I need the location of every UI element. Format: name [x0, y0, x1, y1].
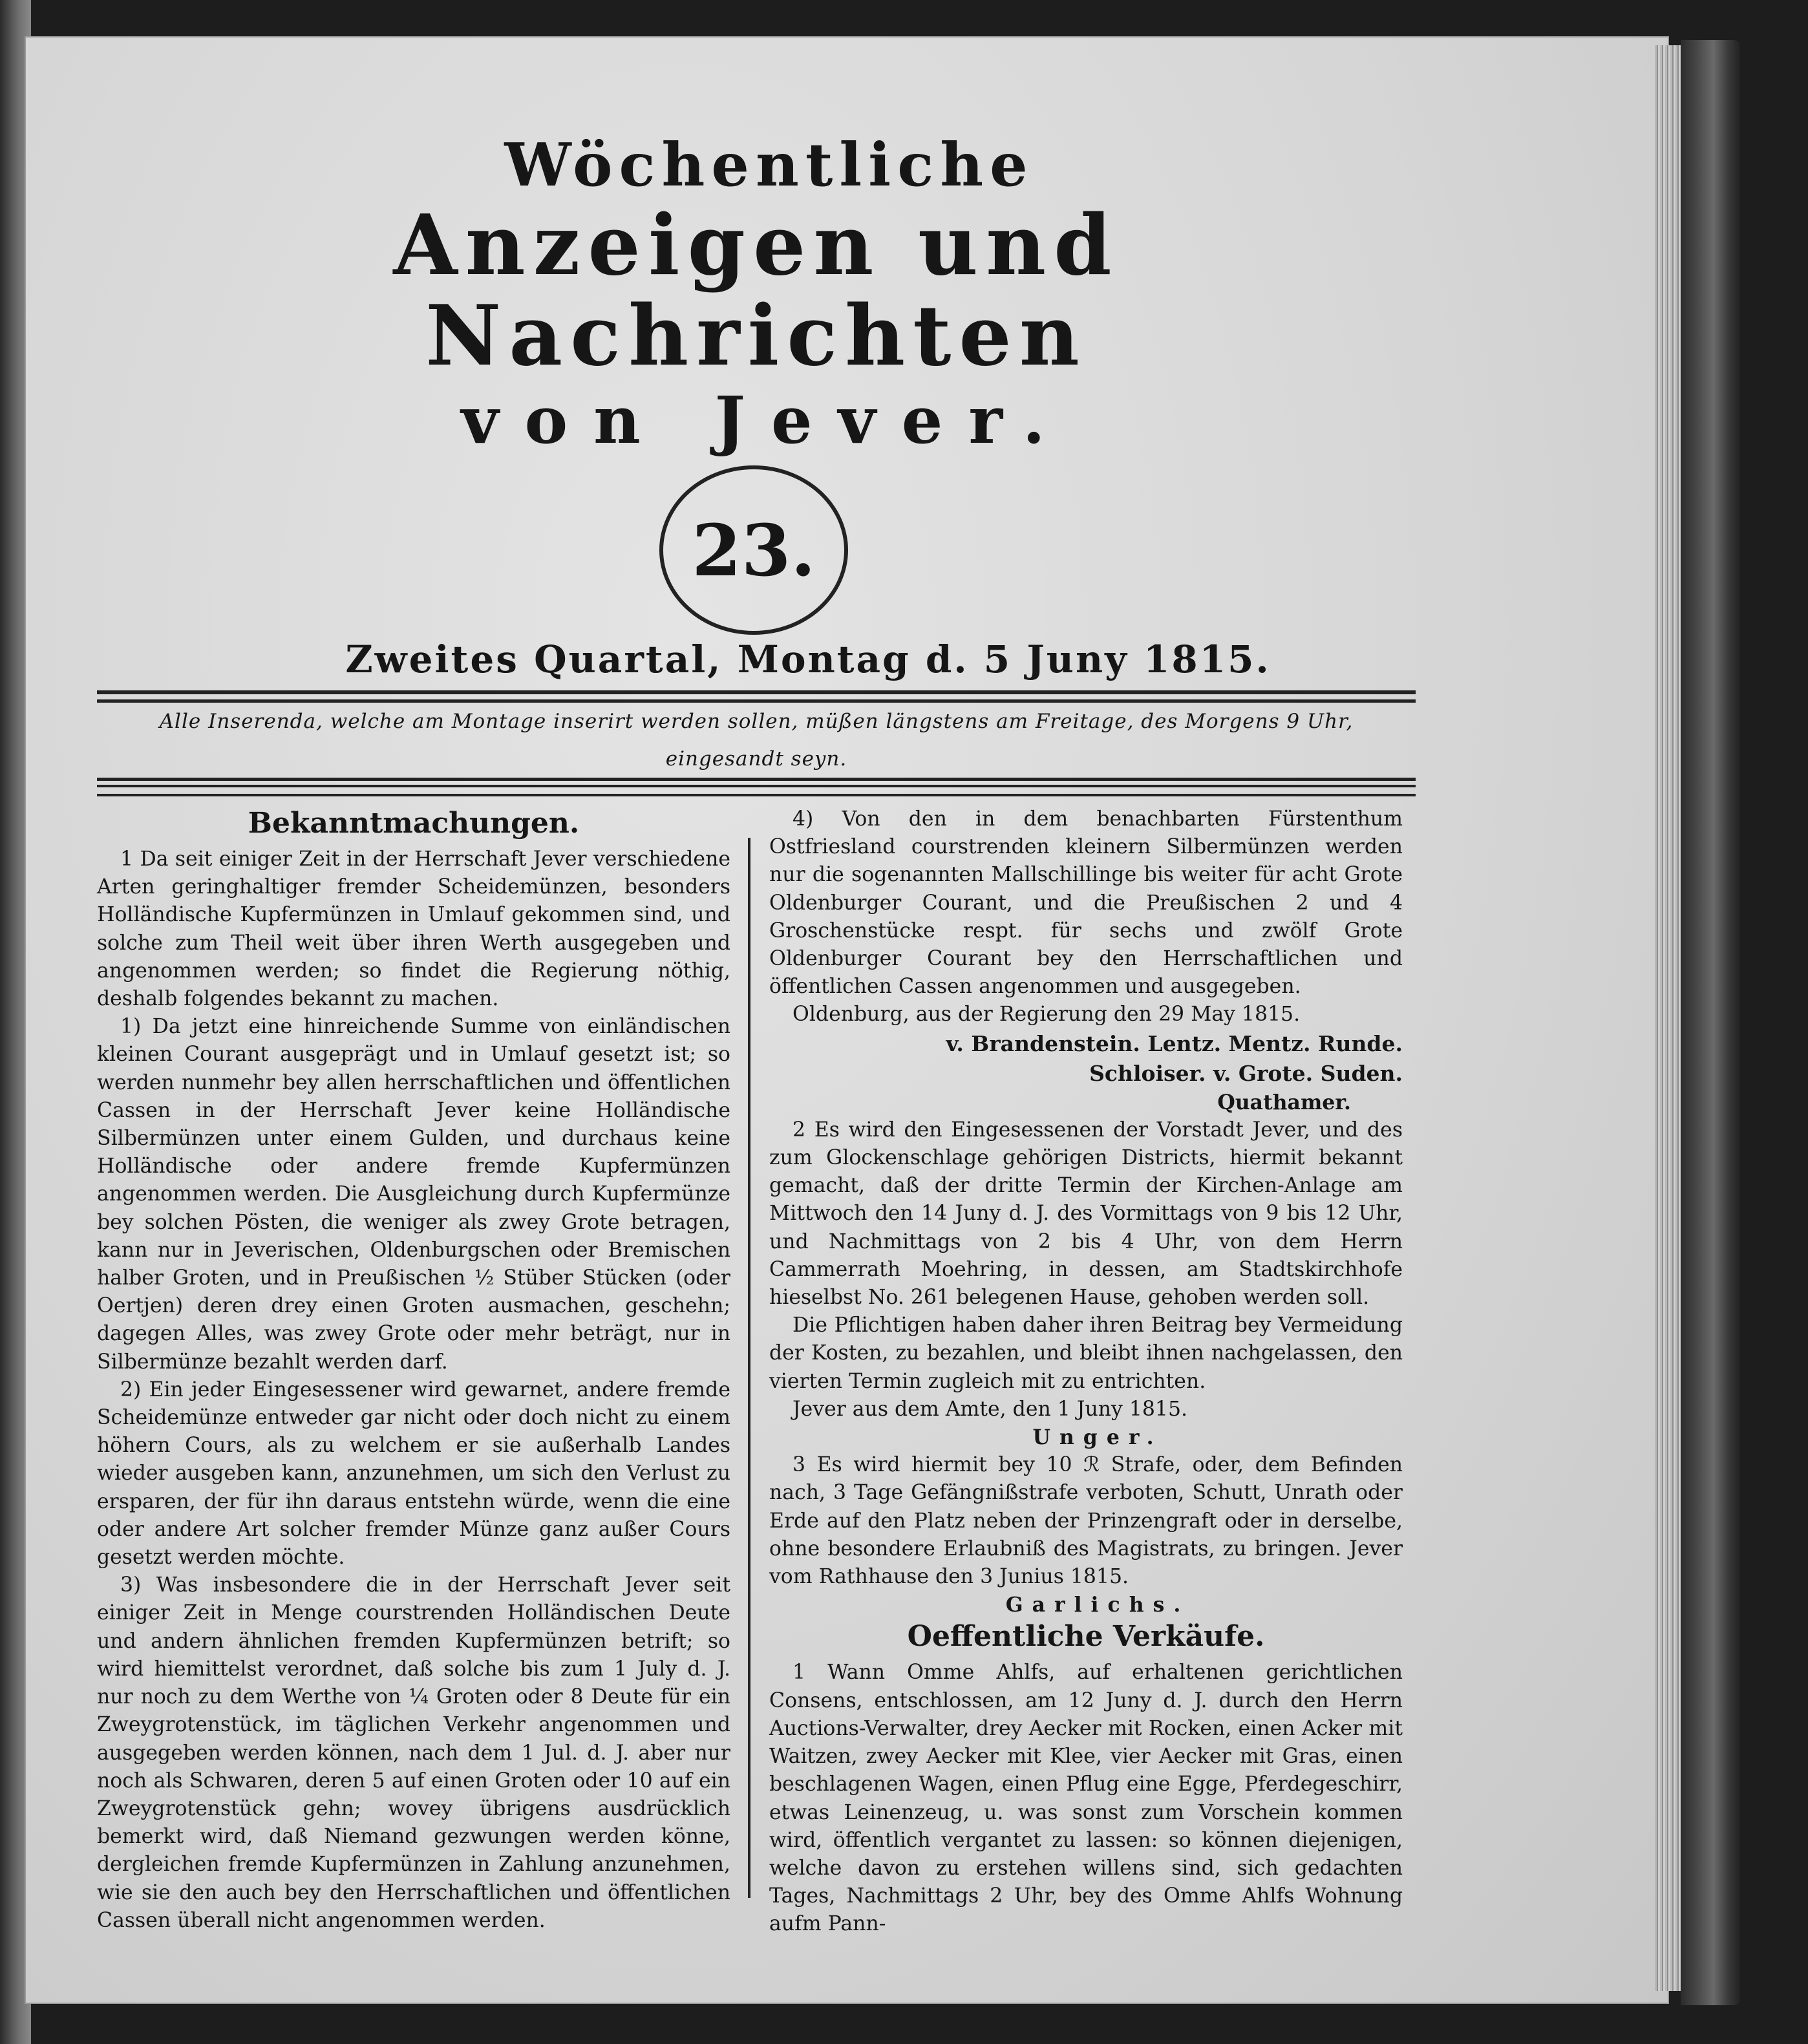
- section-heading-verkaeufe: Oeffentliche Verkäufe.: [907, 1620, 1265, 1654]
- issue-number: 23.: [692, 508, 816, 592]
- signature-quathamer: Quathamer.: [1217, 1090, 1351, 1114]
- page-stack-edge: [1655, 45, 1681, 1991]
- place-date-line: Jever aus dem Amte, den 1 Juny 1815.: [792, 1397, 1188, 1421]
- announcement-paragraph: 3 Es wird hiermit bey 10 ℛ Strafe, oder, dem Befinden nach, 3 Tage Gefängnißstrafe verboten, Schutt, Unrath oder Erde auf den Platz neben der Prinzengraft oder in derselbe, ohne besondere Erlaubniß des Magistrats, zu bringen. Jever vom Rathhause den 3 Junius 1815.: [769, 1453, 1403, 1589]
- place-date-line: Oldenburg, aus der Regierung den 29 May 1815.: [792, 1003, 1301, 1027]
- page-content: [97, 129, 1416, 1939]
- issue-number-block: [97, 459, 1416, 633]
- signatories-line-1: v. Brandenstein. Lentz. Mentz. Runde.: [946, 1030, 1403, 1056]
- left-column: [97, 805, 730, 1939]
- announcement-paragraph: 1) Da jetzt eine hinreichende Summe von einländischen kleinen Courant ausgeprägt und in Umlauf gesetzt ist; so werden nunmehr bey allen herrschaftlichen und öffentlichen Cassen in der Herrschaft Jever keine Holländische Silbermünzen unter einem Gulden, und durchaus keine Holländische oder andere fremde Kupfermünzen angenommen werden. Die Ausgleichung durch Kupfermünze bey solchen Pösten, die weniger als zwey Grote betragen, kann nur in Jeverischen, Oldenburgschen oder Bremischen halber Groten, und in Preußischen ½ Stüber Stücken (oder Oertjen) deren drey einen Groten ausmachen, geschehn; dagegen Alles, was zwey Grote oder mehr beträgt, nur in Silbermünze bezahlt werden darf.: [97, 1015, 730, 1374]
- signature-garlichs: Garlichs.: [1005, 1593, 1190, 1617]
- article-columns: [97, 805, 1416, 1939]
- column-divider: [748, 838, 750, 1898]
- masthead-line-2: Anzeigen und Nachrichten: [393, 197, 1120, 385]
- announcement-paragraph: 4) Von den in dem benachbarten Fürstenthum Ostfriesland courstrenden kleinern Silbermünzen werden nur die sogenannten Mallschillinge bis weiter für acht Grote Oldenburger Courant, und die Preußischen 2 und 4 Groschenstücke respt. für sechs und zwölf Grote Oldenburger Courant bey den Herrschaftlichen und öffentlichen Cassen angenommen und ausgegeben.: [769, 807, 1403, 999]
- masthead: [97, 129, 1416, 459]
- announcement-paragraph: 1 Da seit einiger Zeit in der Herrschaft Jever verschiedene Arten geringhaltiger fremder Scheidemünzen, besonders Holländische Kupfermünzen in Umlauf gekommen sind, und solche zum Theil weit über ihren Werth ausgegeben und angenommen werden; so findet die Regierung nöthig, deshalb folgendes bekannt zu machen.: [97, 847, 730, 1011]
- announcement-paragraph: 1 Wann Omme Ahlfs, auf erhaltenen gerichtlichen Consens, entschlossen, am 12 Juny d. J. durch den Herrn Auctions-Verwalter, drey Aecker mit Rocken, einen Acker mit Waitzen, zwey Aecker mit Klee, vier Aecker mit Gras, einen beschlagenen Wagen, einen Pflug eine Egge, Pferdegeschirr, etwas Leinenzeug, u. was sonst zum Vorschein kommen wird, öffentlich vergantet zu lassen: so können diejenigen, welche davon zu erstehen willens sind, sich gedachten Tages, Nachmittags 2 Uhr, bey des Omme Ahlfs Wohnung aufm Pann-: [769, 1661, 1403, 1936]
- book-spine: [1681, 40, 1740, 2005]
- announcement-paragraph: 2 Es wird den Eingesessenen der Vorstadt Jever, und des zum Glockenschlage gehörigen Districts, hiermit bekannt gemacht, daß der dritte Termin der Kirchen-Anlage am Mittwoch den 14 Juny d. J. des Vormittags von 9 bis 12 Uhr, und Nachmittags von 2 bis 4 Uhr, von dem Herrn Cammerrath Moehring, in dessen, am Stadtskirchhofe hieselbst No. 261 belegenen Hause, gehoben werden soll.: [769, 1118, 1403, 1310]
- dateline: Zweites Quartal, Montag d. 5 Juny 1815.: [345, 637, 1271, 681]
- announcement-paragraph: Die Pflichtigen haben daher ihren Beitrag bey Vermeidung der Kosten, zu bezahlen, und bleibt ihnen nachgelassen, den vierten Termin zugleich mit zu entrichten.: [769, 1314, 1403, 1393]
- signatories-line-2: Schloiser. v. Grote. Suden.: [1089, 1060, 1403, 1086]
- section-heading-bekanntmachungen: Bekanntmachungen.: [248, 807, 580, 840]
- masthead-line-1: Wöchentliche: [504, 130, 1034, 200]
- announcement-paragraph: 2) Ein jeder Eingesessener wird gewarnet, andere fremde Scheidemünze entweder gar nicht oder doch nicht zu einem höhern Cours, als zu welchem er sie außerhalb Landes wieder ausgeben kann, anzunehmen, um sich den Verlust zu ersparen, der für ihn daraus entstehn würde, wenn die eine oder andere Art solcher fremder Münze ganz außer Cours gesetzt werden möchte.: [97, 1378, 730, 1570]
- header-rule: [97, 690, 1416, 694]
- announcement-paragraph: 3) Was insbesondere die in der Herrschaft Jever seit einiger Zeit in Menge courstrenden Holländischen Deute und andern ähnlichen fremden Kupfermünzen betrift; so wird hiemittelst verordnet, daß solche bis zum 1 July d. J. nur noch zu dem Werthe von ¼ Groten oder 8 Deute für ein Zweygrotenstück, im täglichen Verkehr angenommen und ausgegeben werden können, nach dem 1 Jul. d. J. aber nur noch als Schwaren, deren 5 auf einen Groten oder 10 auf ein Zweygrotenstück gehn; wovey übrigens ausdrücklich bemerkt wird, daß Niemand gezwungen werden könne, dergleichen fremde Kupfermünzen in Zahlung anzunehmen, wie sie den auch bey den Herrschaftlichen und öffentlichen Cassen überall nicht angenommen werden.: [97, 1573, 730, 1932]
- issue-circle: [659, 465, 848, 635]
- submission-notice: Alle Inserenda, welche am Montage inserirt werden sollen, müßen längstens am Freitage, des Morgens 9 Uhr, eingesandt seyn.: [97, 699, 1416, 781]
- right-column: [769, 805, 1403, 1939]
- double-rule: [97, 785, 1416, 796]
- signature-unger: Unger.: [1032, 1425, 1163, 1450]
- masthead-line-3: von Jever.: [461, 382, 1071, 458]
